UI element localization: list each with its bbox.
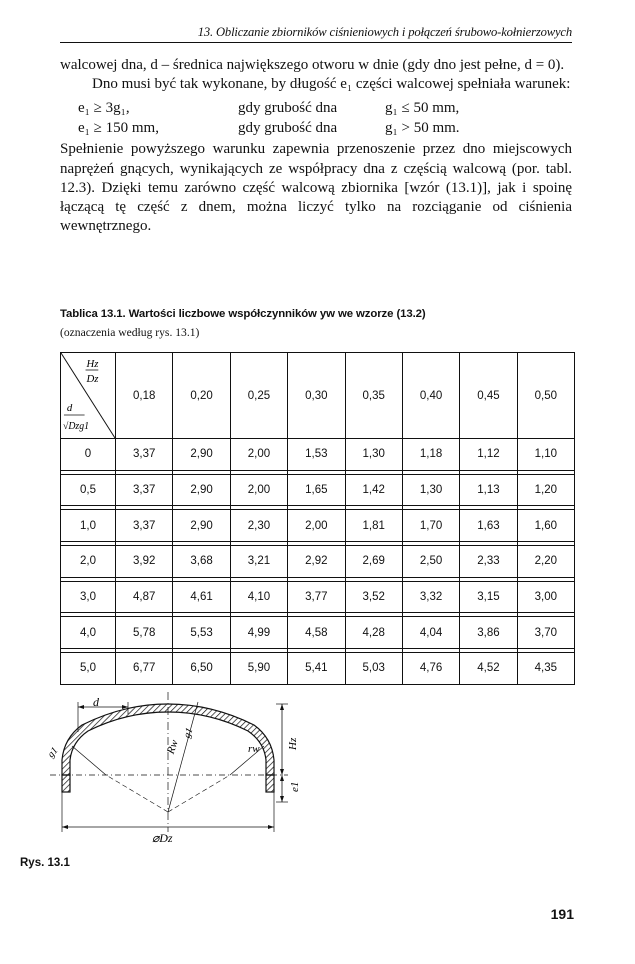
condition-formula: e₁ ≥ 150 mm, <box>78 120 159 137</box>
table-row <box>61 439 575 471</box>
figure-caption: Rys. 13.1 <box>20 857 70 869</box>
table-cell: 2,90 <box>173 474 230 506</box>
figure-13-1 <box>20 692 320 852</box>
table-cell: 3,37 <box>116 439 173 471</box>
table-cell: 4,35 <box>517 653 574 685</box>
condition-row <box>78 98 572 118</box>
table-cell: 5,90 <box>230 653 287 685</box>
table-cell: 1,60 <box>517 510 574 542</box>
running-title: 13. Obliczanie zbiorników ciśnieniowych i połączeń śrubowo-kołnierzowych <box>197 25 572 39</box>
paragraph-3: Spełnienie powyższego warunku zapewnia przenoszenie przez dno miejscowych naprężeń gnących, wynikających ze współpracy dna z częścią walcową (por. tabl. 12.3). Dzięki temu zarówno część walcową zbiornika [wzór (13.1)], jak i spoinę łączącą tę część z dnem, można liczyć tylko na rozciąganie od ciśnienia wewnętrznego. <box>60 141 572 235</box>
table-cell: 4,04 <box>402 617 459 649</box>
table-row <box>61 510 575 542</box>
table-cell: 3,77 <box>288 581 345 613</box>
body-text <box>60 56 572 236</box>
coefficient-table <box>60 352 575 685</box>
table-cell: 1,30 <box>402 474 459 506</box>
condition-row <box>78 118 572 138</box>
label-d: d <box>93 695 99 709</box>
table-subtitle: (oznaczenia według rys. 13.1) <box>60 326 200 339</box>
table-row-label: 2,0 <box>61 546 116 578</box>
table-cell: 3,37 <box>116 510 173 542</box>
header-rule <box>60 42 572 43</box>
table-cell: 3,37 <box>116 474 173 506</box>
table-cell: 3,86 <box>460 617 517 649</box>
table-cell: 2,50 <box>402 546 459 578</box>
condition-limit: g₁ > 50 mm. <box>385 120 460 137</box>
table-cell: 3,52 <box>345 581 402 613</box>
table-row-label: 0,5 <box>61 474 116 506</box>
table-title: Tablica 13.1. Wartości liczbowe współczynników yw we wzorze (13.2) <box>60 308 426 320</box>
table-column-header: 0,18 <box>116 353 173 439</box>
table-cell: 1,12 <box>460 439 517 471</box>
table-row <box>61 474 575 506</box>
table-cell: 4,52 <box>460 653 517 685</box>
table-cell: 4,76 <box>402 653 459 685</box>
table-cell: 5,78 <box>116 617 173 649</box>
table-column-header: 0,40 <box>402 353 459 439</box>
corner-left-numerator: d <box>66 401 73 415</box>
table-cell: 1,10 <box>517 439 574 471</box>
condition-limit: g₁ ≤ 50 mm, <box>385 100 460 117</box>
label-hz: Hz <box>287 737 299 750</box>
condition-text: gdy grubość dna <box>238 100 338 117</box>
table-cell: 5,53 <box>173 617 230 649</box>
table-row-label: 3,0 <box>61 581 116 613</box>
table-cell: 1,81 <box>345 510 402 542</box>
table-cell: 6,50 <box>173 653 230 685</box>
table-cell: 4,10 <box>230 581 287 613</box>
table-cell: 3,32 <box>402 581 459 613</box>
table-column-header: 0,45 <box>460 353 517 439</box>
table-cell: 2,90 <box>173 510 230 542</box>
table-cell: 2,30 <box>230 510 287 542</box>
table-column-header: 0,20 <box>173 353 230 439</box>
corner-top-denominator: Dz <box>86 372 99 386</box>
table-cell: 1,30 <box>345 439 402 471</box>
table-cell: 2,92 <box>288 546 345 578</box>
cylinder-wall-right <box>266 775 274 792</box>
table-row-label: 4,0 <box>61 617 116 649</box>
label-rw-crown: Rw <box>164 738 181 756</box>
table-column-header: 0,30 <box>288 353 345 439</box>
table-row-label: 5,0 <box>61 653 116 685</box>
table-cell: 3,00 <box>517 581 574 613</box>
table-cell: 4,28 <box>345 617 402 649</box>
table-cell: 2,20 <box>517 546 574 578</box>
table-cell: 6,77 <box>116 653 173 685</box>
table-row <box>61 617 575 649</box>
table-cell: 4,87 <box>116 581 173 613</box>
paragraph-1: walcowej dna, d – średnica największego otworu w dnie (gdy dno jest pełne, d = 0). <box>60 57 565 73</box>
table-corner-cell <box>61 353 116 439</box>
condition-text: gdy grubość dna <box>238 120 338 137</box>
label-g1-crown: g1 <box>181 726 196 740</box>
table-cell: 4,61 <box>173 581 230 613</box>
table-body <box>61 439 575 685</box>
condition-formula: e₁ ≥ 3g₁, <box>78 100 130 117</box>
corner-left-denominator: √Dzg1 <box>62 420 90 433</box>
table-cell: 1,18 <box>402 439 459 471</box>
table-cell: 1,70 <box>402 510 459 542</box>
table-cell: 1,53 <box>288 439 345 471</box>
table-row-label: 1,0 <box>61 510 116 542</box>
paragraph-2: Dno musi być tak wykonane, by długość e₁ części walcowej spełniała warunek: <box>92 76 571 93</box>
table-column-header: 0,25 <box>230 353 287 439</box>
table-cell: 1,42 <box>345 474 402 506</box>
label-g1-left: g1 <box>45 745 61 761</box>
table-cell: 3,70 <box>517 617 574 649</box>
table-row-label: 0 <box>61 439 116 471</box>
table-cell: 2,90 <box>173 439 230 471</box>
table-cell: 1,13 <box>460 474 517 506</box>
table-cell: 3,15 <box>460 581 517 613</box>
table-cell: 2,69 <box>345 546 402 578</box>
table-cell: 2,00 <box>230 439 287 471</box>
table-row <box>61 653 575 685</box>
table-column-header: 0,50 <box>517 353 574 439</box>
table-cell: 5,03 <box>345 653 402 685</box>
corner-diagonal <box>61 353 115 438</box>
page-number: 191 <box>550 906 574 922</box>
corner-top-numerator: Hz <box>86 357 99 371</box>
table-column-header: 0,35 <box>345 353 402 439</box>
table-row <box>61 546 575 578</box>
cylinder-wall-left <box>62 775 70 792</box>
table-cell: 4,58 <box>288 617 345 649</box>
table-cell: 2,00 <box>230 474 287 506</box>
label-dz: ⌀Dz <box>152 831 173 845</box>
table-cell: 3,68 <box>173 546 230 578</box>
label-rw-knuckle: rw <box>248 743 260 755</box>
table-cell: 1,20 <box>517 474 574 506</box>
label-e1: e1 <box>289 781 301 792</box>
table-cell: 2,00 <box>288 510 345 542</box>
table-cell: 2,33 <box>460 546 517 578</box>
table-cell: 5,41 <box>288 653 345 685</box>
table-cell: 3,21 <box>230 546 287 578</box>
table-row <box>61 581 575 613</box>
table-cell: 1,63 <box>460 510 517 542</box>
table-cell: 4,99 <box>230 617 287 649</box>
table-cell: 1,65 <box>288 474 345 506</box>
table-cell: 3,92 <box>116 546 173 578</box>
table-header-row <box>61 353 575 439</box>
